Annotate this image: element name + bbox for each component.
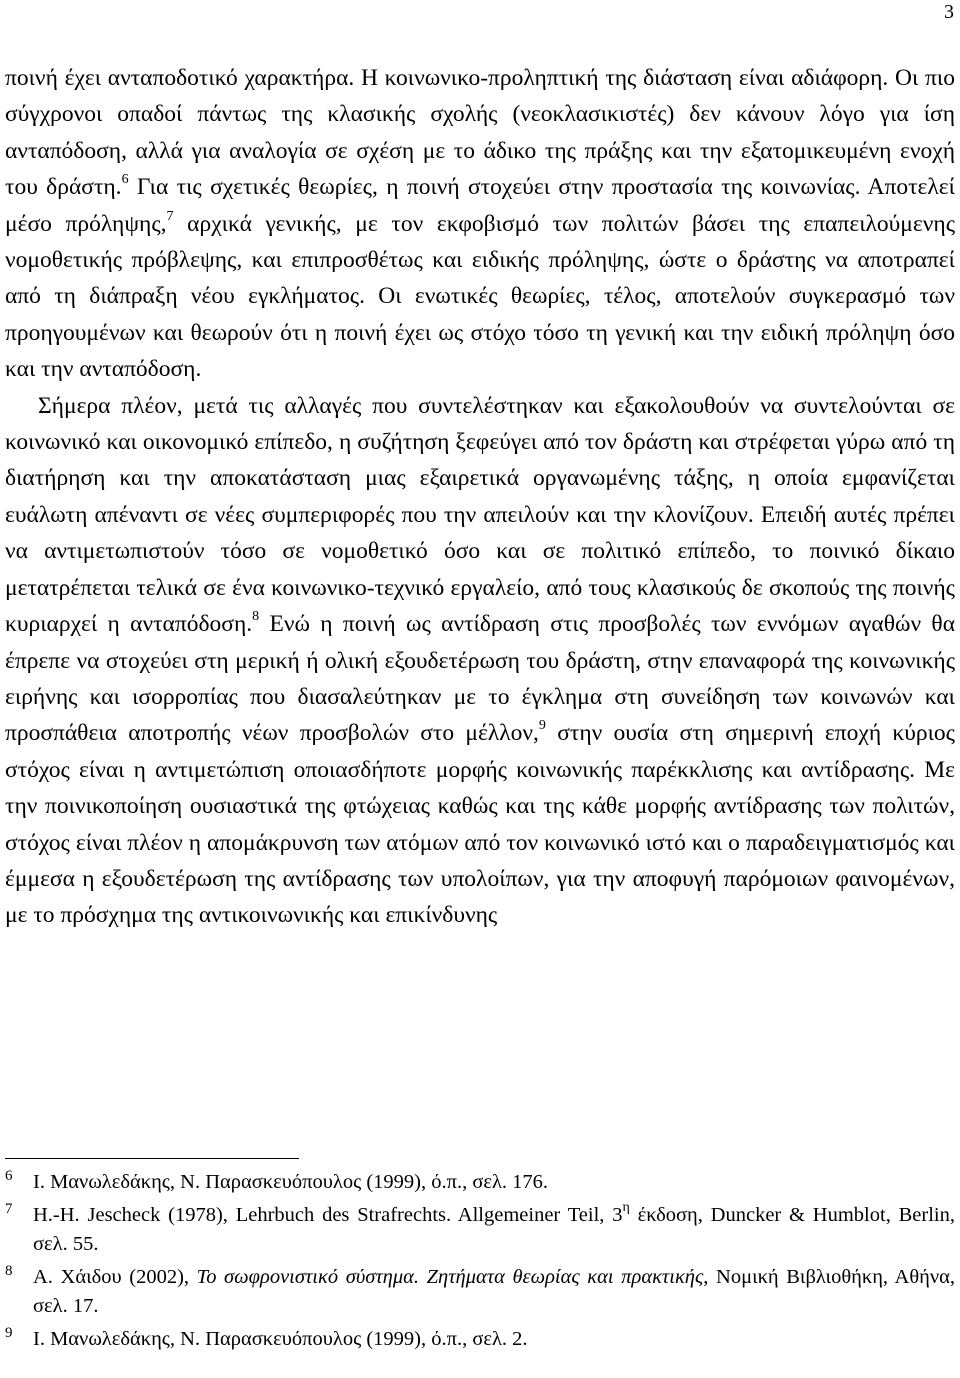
page-number: 3 — [944, 1, 954, 23]
footnote-8 — [5, 1263, 955, 1321]
footnote-text: Ι. Μανωλεδάκης, Ν. Παρασκευόπουλος (1999), ό.π., σελ. 2. — [33, 1328, 528, 1350]
footnote-ref-6: 6 — [121, 172, 129, 188]
paragraph-1-text-b: Για τις σχετικές θεωρίες, η ποινή στοχεύει στην προστασία της κοινωνίας. Αποτελεί μέσο πρόληψης, — [5, 174, 955, 237]
footnote-ref-8: 8 — [252, 609, 260, 625]
footnote-text: H.-H. Jescheck (1978), Lehrbuch des Strafrechts. Allgemeiner Teil, 3 — [33, 1204, 623, 1226]
body-text — [5, 60, 955, 934]
footnote-number: 6 — [5, 1168, 13, 1184]
footnote-number: 7 — [5, 1201, 13, 1217]
footnote-text: Ι. Μανωλεδάκης, Ν. Παρασκευόπουλος (1999), ό.π., σελ. 176. — [33, 1171, 549, 1193]
paragraph-2-text-a: Σήμερα πλέον, μετά τις αλλαγές που συντελέστηκαν και εξακολουθούν να συντελούνται σε κοινωνικό και οικονομικό επίπεδο, η συζήτηση ξεφεύγει από τον δράστη και στρέφεται γύρω από τη διατήρηση και την αποκατάσταση μιας εξαιρετικά οργανωμένης τάξης, η οποία εμφανίζεται ευάλωτη απέναντι σε νέες συμπεριφορές που την απειλούν και την κλονίζουν. Επειδή αυτές πρέπει να αντιμετωπιστούν τόσο σε νομοθετικό όσο και σε πολιτικό επίπεδο, το ποινικό δίκαιο μετατρέπεται τελικά σε ένα κοινωνικο-τεχνικό εργαλείο, από τους κλασικούς δε σκοπούς της ποινής κυριαρχεί η ανταπόδοση. — [5, 392, 955, 638]
paragraph-1-text-a: ποινή έχει ανταποδοτικό χαρακτήρα. Η κοινωνικο-προληπτική της διάσταση είναι αδιάφορη. Οι πιο σύγχρονοι οπαδοί πάντως της κλασικής σχολής (νεοκλασικιστές) δεν κάνουν λόγο για ίση ανταπόδοση, αλλά για αναλογία σε σχέση με το άδικο της πράξης και την εξατομικευμένη ενοχή του δράστη. — [5, 65, 955, 201]
paragraph-2-text-b: Ενώ η ποινή ως αντίδραση στις προσβολές των εννόμων αγαθών θα έπρεπε να στοχεύει στη μερική ή ολική εξουδετέρωση του δράστη, στην επαναφορά της κοινωνικής ειρήνης και ισορροπίας που διασαλεύτηκαν με το έγκλημα στη συνείδηση των κοινωνών και προσπάθεια αποτροπής νέων προσβολών στο μέλλον, — [5, 611, 956, 747]
footnote-text: Α. Χάιδου (2002), — [33, 1266, 197, 1288]
footnote-book-title: Το σωφρονιστικό σύστημα. Ζητήματα θεωρίας και πρακτικής — [196, 1266, 704, 1288]
paragraph-1 — [5, 60, 955, 388]
footnote-ref-9: 9 — [538, 718, 546, 734]
footnote-ref-7: 7 — [166, 208, 174, 224]
footnote-text-cont: έκδοση, Duncker & Humblot, Berlin, σελ. 55. — [33, 1204, 955, 1255]
paragraph-1-text-c: αρχικά γενικής, με τον εκφοβισμό των πολιτών βάσει της επαπειλούμενης νομοθετικής πρόβλεψης, και επιπροσθέτως και ειδικής πρόληψης, ώστε ο δράστης να αποτραπεί από τη διάπραξη νέου εγκλήματος. Οι ενωτικές θεωρίες, τέλος, αποτελούν συγκερασμό των προηγουμένων και θεωρούν ότι η ποινή έχει ως στόχο τόσο τη γενική και την ειδική πρόληψη όσο και την ανταπόδοση. — [5, 210, 955, 383]
paragraph-2-text-c: στην ουσία στη σημερινή εποχή κύριος στόχος είναι η αντιμετώπιση οποιασδήποτε μορφής κοινωνικής παρέκκλισης και αντίδρασης. Με την ποινικοποίηση ουσιαστικά της φτώχειας καθώς και της κάθε μορφής αντίδρασης των πολιτών, στόχος είναι πλέον η απομάκρυνση των ατόμων από τον κοινωνικό ιστό και ο παραδειγματισμός και έμμεσα η εξουδετέρωση της αντίδρασης των υπολοίπων, για την αποφυγή παρόμοιων φαινομένων, με το πρόσχημα της αντικοινωνικής και επικίνδυνης — [5, 720, 955, 929]
footnote-9 — [5, 1325, 955, 1354]
footnote-number: 9 — [5, 1325, 13, 1341]
footnote-6 — [5, 1168, 955, 1197]
footnote-number: 8 — [5, 1263, 13, 1279]
paragraph-2 — [5, 388, 955, 934]
footnote-superscript: η — [622, 1200, 630, 1216]
footnote-7 — [5, 1201, 955, 1259]
footnote-text-cont: , Νομική Βιβλιοθήκη, Αθήνα, σελ. 17. — [33, 1266, 955, 1317]
footnote-separator — [5, 1158, 299, 1159]
footnotes — [5, 1168, 955, 1358]
